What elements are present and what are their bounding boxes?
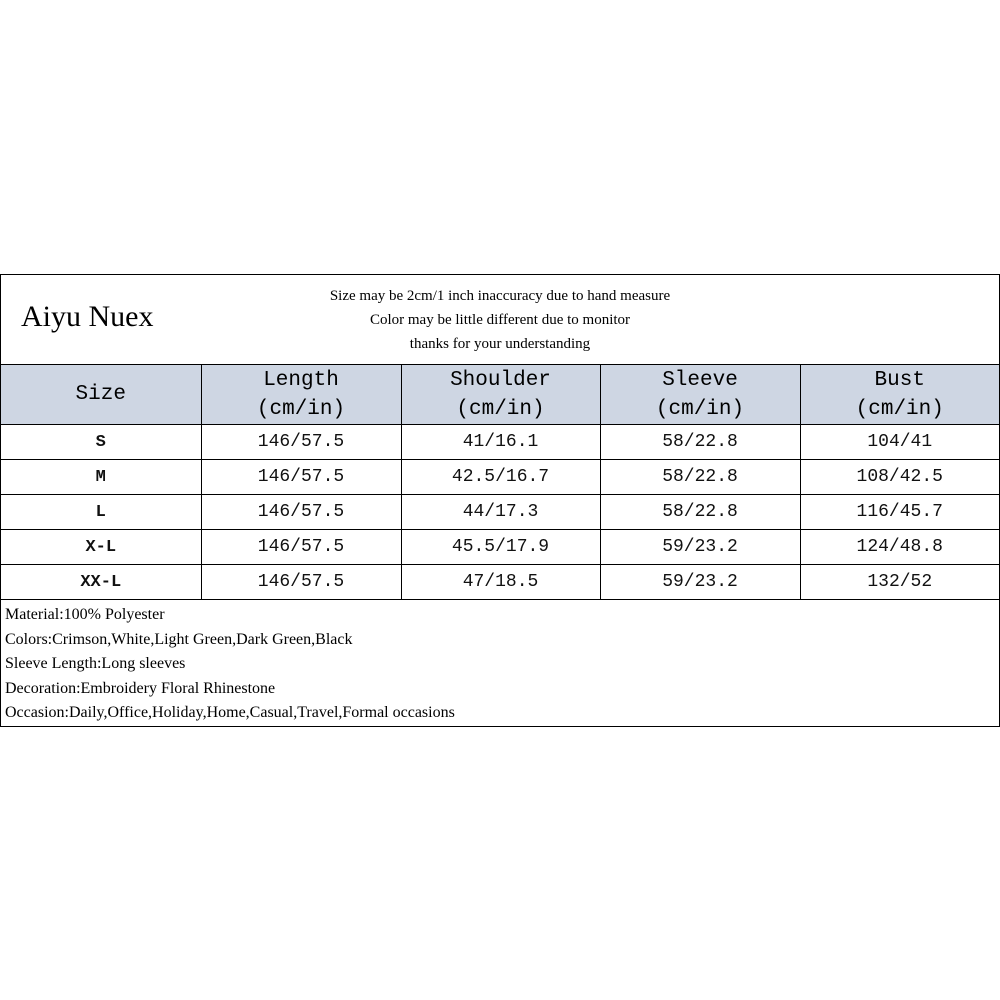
detail-material: Material:100% Polyester [5, 606, 165, 623]
measurement-notes [201, 284, 799, 356]
table-row [1, 460, 999, 495]
chart-header [1, 275, 999, 365]
bust-cell: 116/45.7 [800, 495, 999, 530]
bust-cell: 108/42.5 [800, 460, 999, 495]
note-line: Color may be little different due to monitor [369, 312, 631, 328]
detail-decoration: Decoration:Embroidery Floral Rhinestone [5, 679, 276, 697]
bust-cell: 124/48.8 [800, 530, 999, 565]
brand-name: Aiyu Nuex [21, 300, 154, 333]
size-cell: S [1, 425, 201, 460]
column-header-size: Size [1, 365, 201, 425]
length-cell: 146/57.5 [201, 530, 401, 565]
length-cell: 146/57.5 [201, 460, 401, 495]
size-cell: XX-L [1, 565, 201, 600]
note-line: thanks for your understanding [409, 336, 591, 352]
note-line: Size may be 2cm/1 inch inaccuracy due to hand measure [329, 288, 671, 304]
sleeve-cell: 58/22.8 [600, 495, 800, 530]
table-row [1, 495, 999, 530]
detail-occasion: Occasion:Daily,Office,Holiday,Home,Casual,Travel,Formal occasions [5, 704, 455, 722]
column-header-sleeve: Sleeve (cm/in) [600, 365, 800, 425]
length-cell: 146/57.5 [201, 565, 401, 600]
shoulder-cell: 44/17.3 [401, 495, 600, 530]
column-header-length: Length (cm/in) [201, 365, 401, 425]
size-cell: M [1, 460, 201, 495]
size-cell: X-L [1, 530, 201, 565]
product-details [5, 603, 455, 726]
length-cell: 146/57.5 [201, 495, 401, 530]
shoulder-cell: 47/18.5 [401, 565, 600, 600]
column-header-bust: Bust (cm/in) [800, 365, 999, 425]
table-row [1, 565, 999, 600]
sleeve-cell: 59/23.2 [600, 565, 800, 600]
column-header-shoulder: Shoulder (cm/in) [401, 365, 600, 425]
detail-sleeve-length: Sleeve Length:Long sleeves [5, 655, 186, 673]
size-chart [0, 274, 1000, 727]
sleeve-cell: 58/22.8 [600, 460, 800, 495]
table-header-row [1, 365, 999, 425]
detail-colors: Colors:Crimson,White,Light Green,Dark Green,Black [5, 630, 353, 648]
bust-cell: 132/52 [800, 565, 999, 600]
shoulder-cell: 41/16.1 [401, 425, 600, 460]
table-row [1, 530, 999, 565]
sleeve-cell: 59/23.2 [600, 530, 800, 565]
length-cell: 146/57.5 [201, 425, 401, 460]
size-table [1, 365, 999, 600]
shoulder-cell: 45.5/17.9 [401, 530, 600, 565]
sleeve-cell: 58/22.8 [600, 425, 800, 460]
shoulder-cell: 42.5/16.7 [401, 460, 600, 495]
size-cell: L [1, 495, 201, 530]
bust-cell: 104/41 [800, 425, 999, 460]
table-row [1, 425, 999, 460]
